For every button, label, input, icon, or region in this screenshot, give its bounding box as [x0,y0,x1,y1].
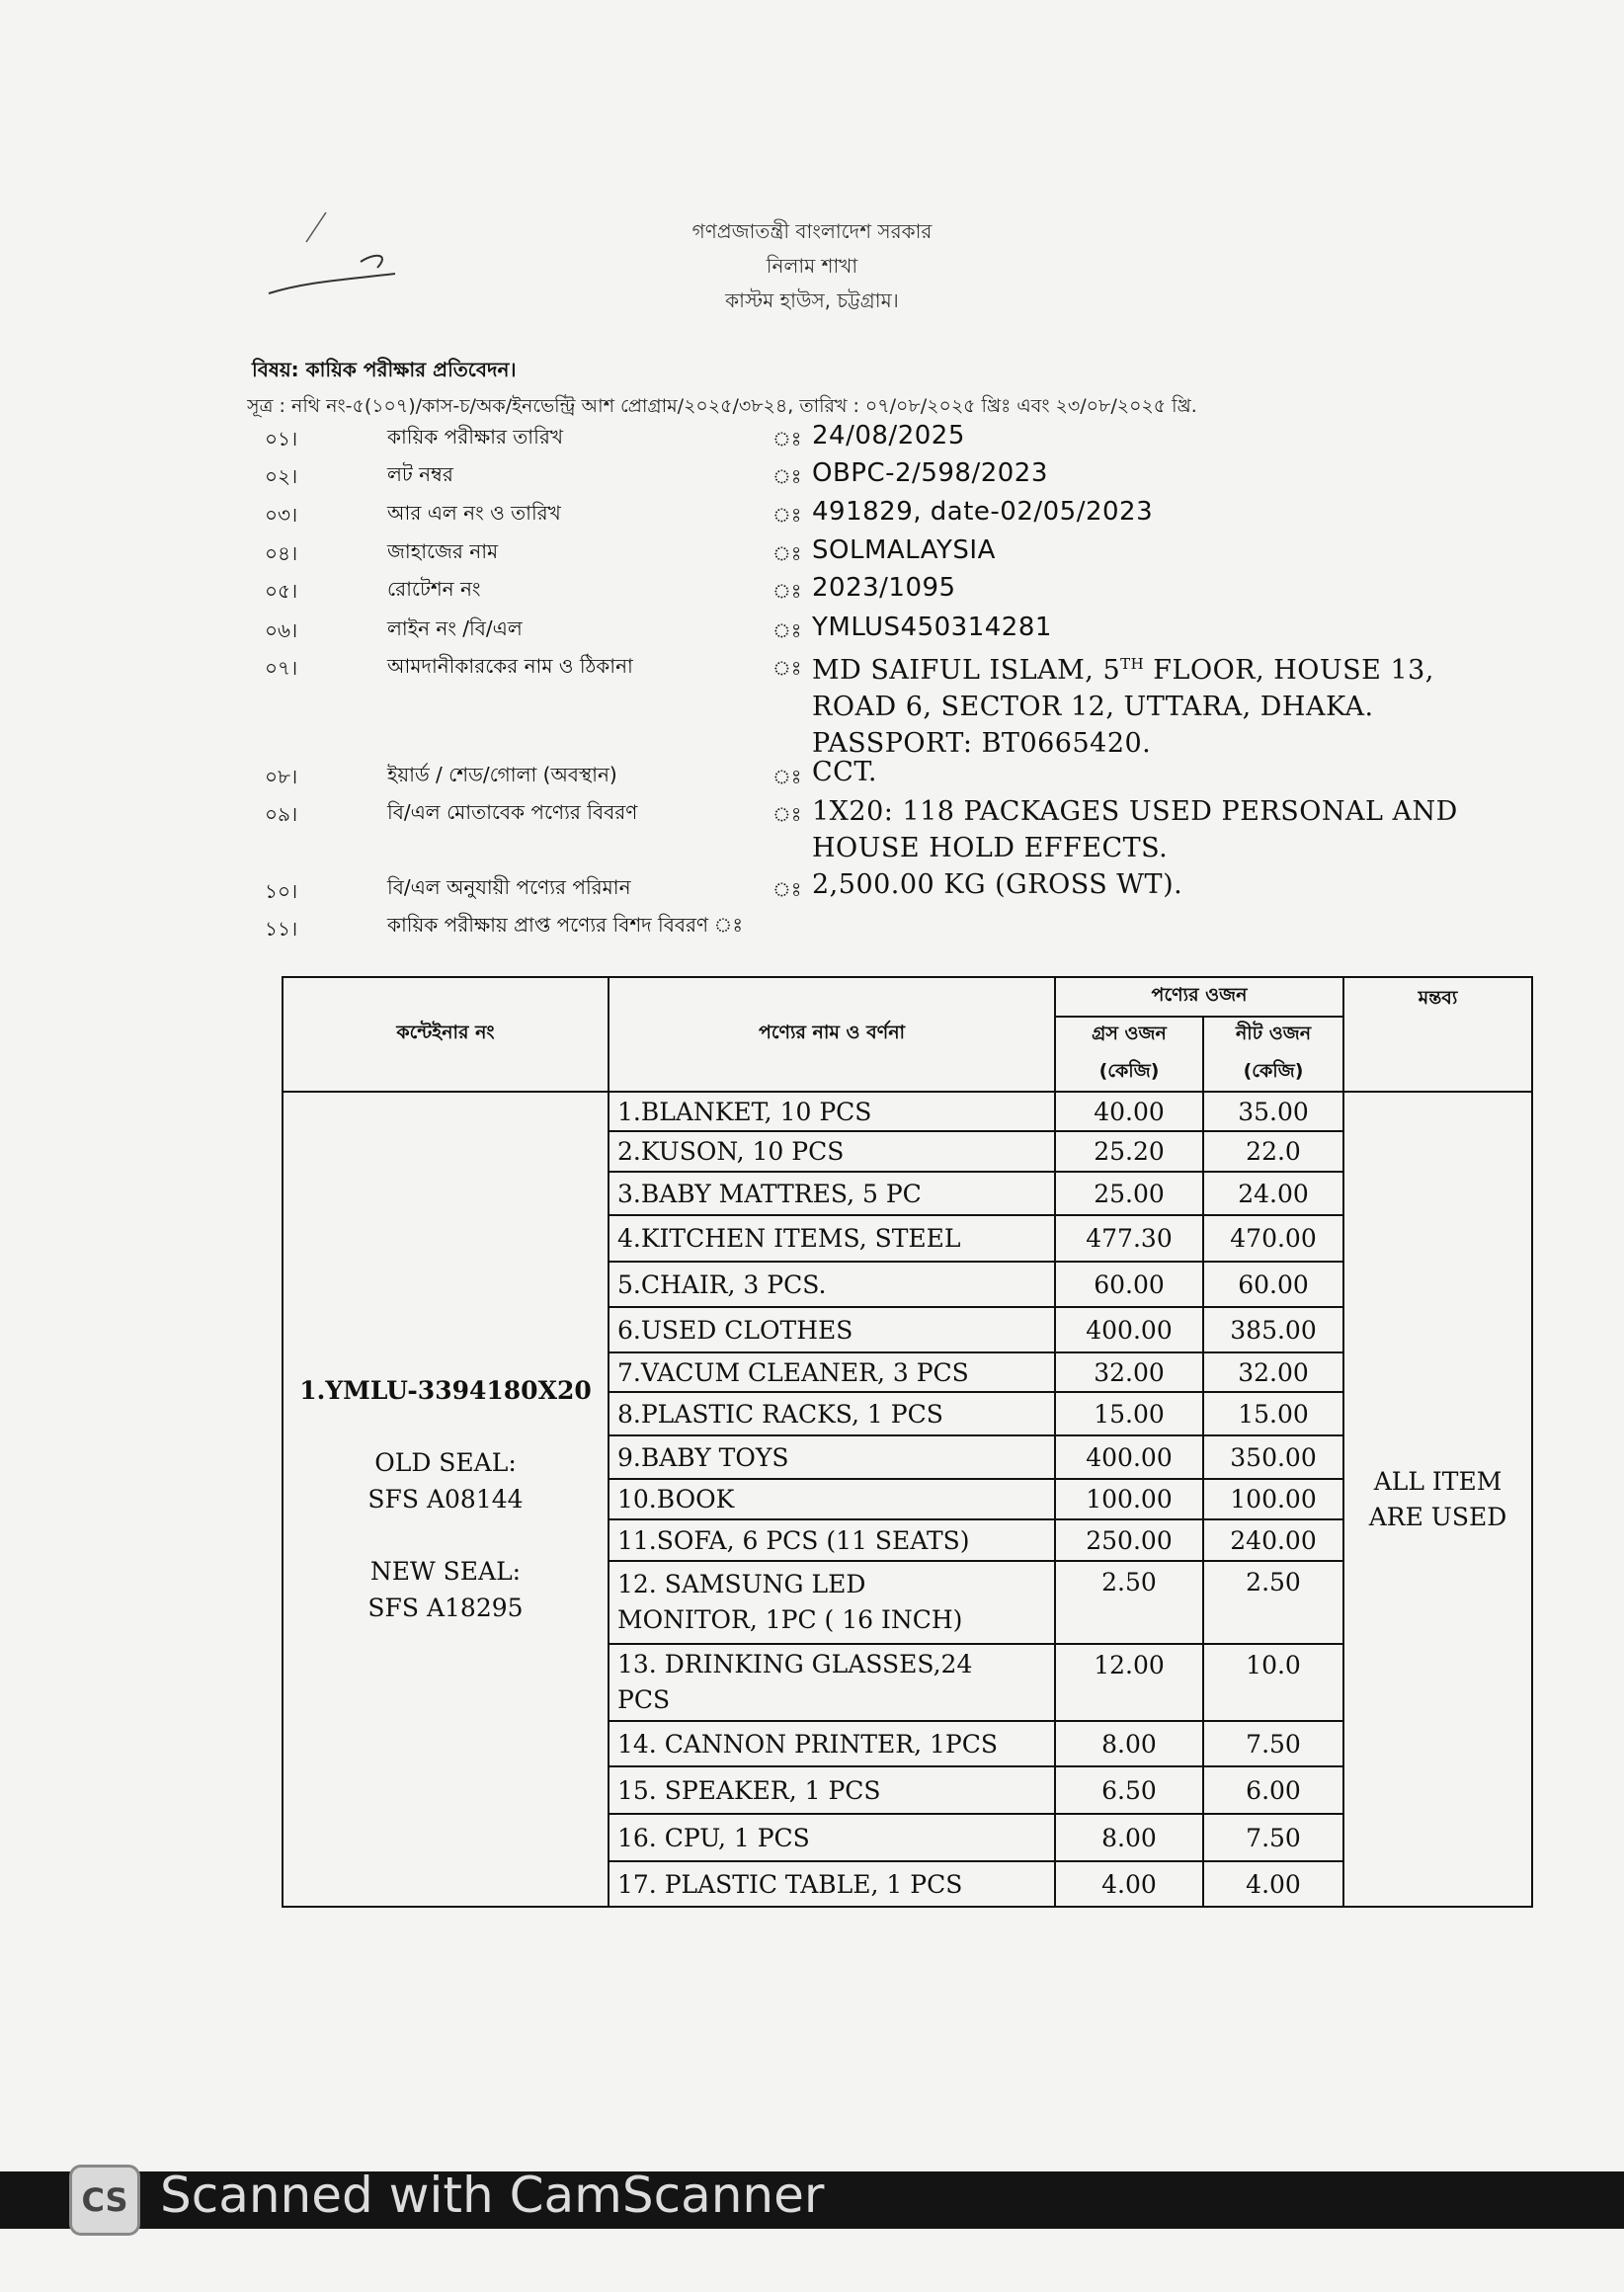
field-value-rl-number: 491829, date-02/05/2023 [812,497,1154,527]
item-description: 17. PLASTIC TABLE, 1 PCS [609,1861,1055,1907]
header-net-weight: নীট ওজন (কেজি) [1203,1017,1343,1092]
field-label: আমদানীকারকের নাম ও ঠিকানা [387,654,633,678]
camscanner-logo-icon: CS [69,2165,140,2236]
field-value-rotation-number: 2023/1095 [812,573,956,603]
table-header-row [283,977,1532,1017]
item-gross-weight: 400.00 [1055,1435,1203,1479]
field-number: ০৮। [265,765,298,788]
item-gross-weight: 2.50 [1055,1561,1203,1644]
goods-description-line-2: HOUSE HOLD EFFECTS. [812,833,1169,863]
item-description: 5.CHAIR, 3 PCS. [609,1262,1055,1307]
item-description: 10.BOOK [609,1479,1055,1519]
field-label: জাহাজের নাম [387,539,499,563]
letterhead-office: কাস্টম হাউস, চট্টগ্রাম। [725,288,899,312]
item-net-weight: 100.00 [1203,1479,1343,1519]
item-description: 8.PLASTIC RACKS, 1 PCS [609,1392,1055,1435]
item-net-weight: 24.00 [1203,1172,1343,1215]
field-label: আর এল নং ও তারিখ [387,501,561,525]
item-gross-weight: 100.00 [1055,1479,1203,1519]
header-container-number: কন্টেইনার নং [283,977,609,1092]
header-gross-weight: গ্রস ওজন (কেজি) [1055,1017,1203,1092]
field-label: কায়িক পরীক্ষায় প্রাপ্ত পণ্যের বিশদ বিবরণ ঃ [387,913,744,937]
item-net-weight: 6.00 [1203,1766,1343,1814]
item-gross-weight: 250.00 [1055,1519,1203,1561]
field-label: বি/এল অনুযায়ী পণ্যের পরিমান [387,875,631,899]
item-net-weight: 240.00 [1203,1519,1343,1561]
letterhead-department: নিলাম শাখা [766,254,858,278]
field-colon: ঃ [772,877,802,901]
item-gross-weight: 4.00 [1055,1861,1203,1907]
field-label: রোটেশন নং [387,577,481,601]
item-gross-weight: 25.20 [1055,1131,1203,1172]
field-value-goods-description [812,793,1458,866]
field-label: লাইন নং /বি/এল [387,616,523,640]
item-description: 15. SPEAKER, 1 PCS [609,1766,1055,1814]
header-remarks: মন্তব্য [1343,977,1532,1092]
field-number: ০২। [265,464,298,488]
importer-line-1: MD SAIFUL ISLAM, 5TH FLOOR, HOUSE 13, [812,655,1434,686]
field-label: কায়িক পরীক্ষার তারিখ [387,425,563,449]
field-colon: ঃ [772,464,802,488]
item-net-weight: 35.00 [1203,1092,1343,1131]
field-value-line-bl: YMLUS450314281 [812,613,1052,642]
field-number: ১১। [265,917,298,941]
field-number: ০৩। [265,503,298,527]
item-net-weight: 60.00 [1203,1262,1343,1307]
handwritten-signature [267,203,425,301]
field-label: ইয়ার্ড / শেড/গোলা (অবস্থান) [387,763,617,786]
item-gross-weight: 15.00 [1055,1392,1203,1435]
field-colon: ঃ [772,765,802,788]
item-net-weight: 4.00 [1203,1861,1343,1907]
item-description: 2.KUSON, 10 PCS [609,1131,1055,1172]
item-net-weight: 22.0 [1203,1131,1343,1172]
field-label: লট নম্বর [387,462,453,486]
item-description: 13. DRINKING GLASSES,24 PCS [609,1644,1055,1721]
goods-description-line-1: 1X20: 118 PACKAGES USED PERSONAL AND [812,796,1458,827]
old-seal-label: OLD SEAL: [374,1448,517,1477]
scanner-watermark-text: Scanned with CamScanner [160,2167,825,2224]
item-description: 6.USED CLOTHES [609,1307,1055,1352]
letterhead-government: গণপ্রজাতন্ত্রী বাংলাদেশ সরকার [691,219,933,243]
container-cell [283,1092,609,1907]
item-gross-weight: 6.50 [1055,1766,1203,1814]
item-gross-weight: 8.00 [1055,1721,1203,1766]
field-value-examination-date: 24/08/2025 [812,421,965,450]
goods-table [282,976,1533,1908]
header-goods-description: পণ্যের নাম ও বর্ণনা [609,977,1055,1092]
field-value-importer [812,646,1434,762]
item-gross-weight: 8.00 [1055,1814,1203,1861]
item-description: 4.KITCHEN ITEMS, STEEL [609,1215,1055,1262]
item-net-weight: 15.00 [1203,1392,1343,1435]
item-net-weight: 7.50 [1203,1814,1343,1861]
item-description: 12. SAMSUNG LED MONITOR, 1PC ( 16 INCH) [609,1561,1055,1644]
item-gross-weight: 477.30 [1055,1215,1203,1262]
item-gross-weight: 40.00 [1055,1092,1203,1131]
field-label: বি/এল মোতাবেক পণ্যের বিবরণ [387,800,638,824]
item-gross-weight: 32.00 [1055,1352,1203,1392]
field-value-lot-number: OBPC-2/598/2023 [812,458,1048,488]
item-net-weight: 2.50 [1203,1561,1343,1644]
remarks-cell: ALL ITEM ARE USED [1343,1092,1532,1907]
field-number: ১০। [265,879,298,903]
item-net-weight: 350.00 [1203,1435,1343,1479]
field-colon: ঃ [772,427,802,450]
subject-line: বিষয়: কায়িক পরীক্ষার প্রতিবেদন। [252,358,517,381]
reference-line: সূত্র : নথি নং-৫(১০৭)/কাস-চ/অক/ইনভেন্ট্রি আশ প্রোগ্রাম/২০২৫/৩৮২৪, তারিখ : ০৭/০৮/২০২৫ খ্রিঃ এবং ২৩/০৮/২০২৫ খ্রি. [247,395,1197,417]
field-colon: ঃ [772,579,802,603]
field-value-yard: CCT. [812,757,877,787]
field-colon: ঃ [772,541,802,565]
field-colon: ঃ [772,503,802,527]
item-net-weight: 32.00 [1203,1352,1343,1392]
old-seal-number: SFS A08144 [367,1485,524,1514]
item-gross-weight: 400.00 [1055,1307,1203,1352]
item-description: 9.BABY TOYS [609,1435,1055,1479]
item-description: 1.BLANKET, 10 PCS [609,1092,1055,1131]
item-gross-weight: 60.00 [1055,1262,1203,1307]
item-description: 3.BABY MATTRES, 5 PC [609,1172,1055,1215]
item-gross-weight: 12.00 [1055,1644,1203,1721]
new-seal-label: NEW SEAL: [369,1557,522,1586]
item-net-weight: 10.0 [1203,1644,1343,1721]
item-net-weight: 7.50 [1203,1721,1343,1766]
container-number: 1.YMLU-3394180X20 [299,1376,592,1405]
field-number: ০৬। [265,618,298,642]
item-net-weight: 470.00 [1203,1215,1343,1262]
field-value-vessel-name: SOLMALAYSIA [812,535,996,565]
header-weight: পণ্যের ওজন [1055,977,1343,1017]
field-colon: ঃ [772,656,802,680]
item-net-weight: 385.00 [1203,1307,1343,1352]
item-gross-weight: 25.00 [1055,1172,1203,1215]
item-description: 7.VACUM CLEANER, 3 PCS [609,1352,1055,1392]
field-number: ০৪। [265,541,298,565]
importer-line-2: ROAD 6, SECTOR 12, UTTARA, DHAKA. [812,692,1374,722]
item-description: 11.SOFA, 6 PCS (11 SEATS) [609,1519,1055,1561]
field-number: ০৭। [265,656,298,680]
item-description: 14. CANNON PRINTER, 1PCS [609,1721,1055,1766]
field-number: ০৯। [265,802,298,826]
field-number: ০১। [265,427,298,450]
table-row [283,1092,1532,1131]
new-seal-number: SFS A18295 [367,1594,524,1622]
item-description: 16. CPU, 1 PCS [609,1814,1055,1861]
importer-line-3: PASSPORT: BT0665420. [812,728,1152,759]
field-value-quantity: 2,500.00 KG (GROSS WT). [812,869,1183,900]
field-colon: ঃ [772,802,802,826]
field-colon: ঃ [772,618,802,642]
field-number: ০৫। [265,579,298,603]
